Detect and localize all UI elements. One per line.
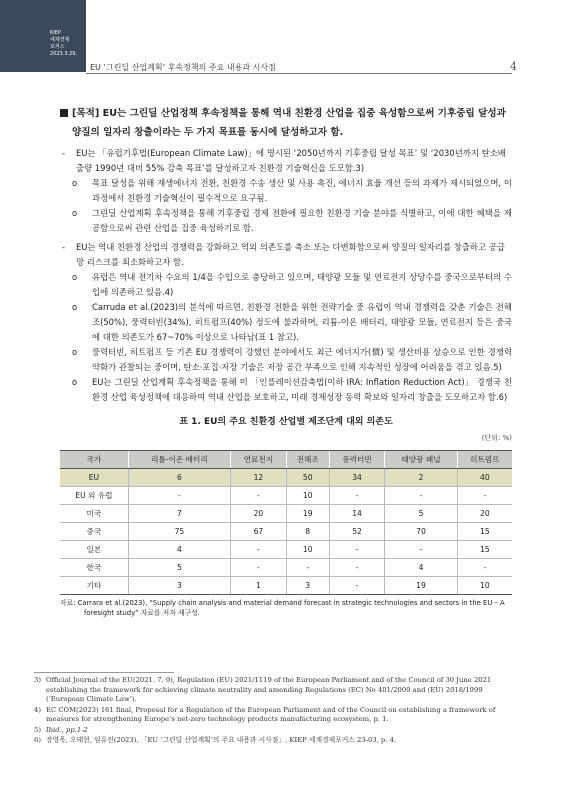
- table-cell: 10: [286, 541, 329, 559]
- table-cell: 8: [286, 523, 329, 541]
- table-row: [60, 523, 512, 541]
- section-heading: [60, 104, 512, 142]
- table-cell: 20: [457, 505, 512, 523]
- table-cell: -: [457, 559, 512, 577]
- brand-line: 세계경제: [50, 37, 70, 43]
- item-text: 목표 달성을 위해 재생에너지 전환, 친환경 수송 생산 및 사용 촉진, 에너지 효율 개선 등의 과제가 제시되었으며, 이 과정에서 친환경 기술혁신이 필수적으로 요구됨.: [92, 178, 512, 203]
- table-row: [60, 487, 512, 505]
- heading-line: 양질의 일자리 창출이라는 두 가지 목표를 동시에 달성하고자 함.: [72, 127, 344, 138]
- list-item: [60, 300, 512, 345]
- dependency-table: [60, 450, 512, 595]
- table-row: [60, 559, 512, 577]
- footnote-text: EC COM(2023) 161 final, Proposal for a Regulation of the European Parliament and of the Council on establishing a framework of measures for strengthening Europe’s net-zero technology products manufacturing ecosystem, p. 1.: [46, 705, 496, 723]
- footnote-number: 5): [34, 725, 41, 734]
- footnote-divider: [34, 672, 174, 673]
- table-row: [60, 505, 512, 523]
- table-cell: 3: [128, 577, 230, 595]
- column-header: 전해조: [286, 451, 329, 469]
- table-cell: 3: [286, 577, 329, 595]
- row-label-cell: 기타: [60, 577, 128, 595]
- paragraph-text: EU는 역내 친환경 산업의 경쟁력을 강화하고 역외 의존도를 축소 또는 다변화함으로써 양질의 일자리를 창출하고 공급망 리스크를 최소화하고자 함.: [76, 242, 505, 267]
- running-title: EU ‘그린딜 산업계획’ 후속정책의 주요 내용과 시사점: [90, 63, 276, 72]
- column-header: 히트펌프: [457, 451, 512, 469]
- footnote: [34, 676, 512, 705]
- header-brand-box: [0, 0, 86, 72]
- circle-bullet-icon: o: [72, 377, 78, 387]
- footnote: [34, 736, 512, 746]
- table-header-row: [60, 451, 512, 469]
- footnotes: [34, 676, 512, 747]
- table-cell: 10: [457, 577, 512, 595]
- table-cell: 20: [231, 505, 287, 523]
- table-cell: 7: [128, 505, 230, 523]
- table-cell: 70: [385, 523, 457, 541]
- row-label-cell: 중국: [60, 523, 128, 541]
- table-cell: 14: [329, 505, 385, 523]
- table-row: [60, 469, 512, 487]
- item-text: Carruda et al.(2023)의 분석에 따르면, 친환경 전환을 위한 전략기술 중 유럽이 역내 경쟁력을 갖춘 기술은 전해조(50%), 풍력터빈(34%), 히트펌프(40%) 정도에 불과하며, 리튬-이온 배터리, 태양광 모듈, 연료전지 등은 중국에 대한 의존도가 67~70% 이상으로 나타남(표 1 참고).: [92, 302, 512, 342]
- table-cell: -: [329, 577, 385, 595]
- table-cell: 75: [128, 523, 230, 541]
- table-title: 표 1. EU의 주요 친환경 산업별 제조단계 대외 의존도: [179, 417, 393, 427]
- row-label-cell: EU: [60, 469, 128, 487]
- table-cell: -: [385, 487, 457, 505]
- table-cell: 40: [457, 469, 512, 487]
- list-item: [60, 270, 512, 300]
- table-cell: -: [231, 559, 287, 577]
- item-text: 유럽은 역내 전기차 수요의 1/4을 수입으로 충당하고 있으며, 태양광 모듈 및 연료전지 상당수를 중국으로부터의 수입에 의존하고 있음.4): [92, 272, 512, 297]
- row-label-cell: 일본: [60, 541, 128, 559]
- header-divider: [86, 73, 512, 74]
- brand-line: 2023.3.29.: [50, 51, 78, 57]
- paragraph-text: EU는 「유럽기후법(European Climate Law)」에 명시된 ‘2050년까지 기후중립 달성 목표’ 및 ‘2030년까지 탄소배출량 1990년 대비 55% 감축 목표’를 달성하고자 친환경 기술혁신을 도모함.3): [76, 148, 506, 173]
- dash-paragraph: [60, 146, 512, 176]
- circle-bullet-icon: o: [72, 302, 78, 312]
- column-header: 리튬-이온 배터리: [128, 451, 230, 469]
- table-cell: -: [286, 559, 329, 577]
- heading-line: [목적] EU는 그린딜 산업정책 후속정책을 통해 역내 친환경 산업을 집중 육성함으로써 기후중립 달성과: [72, 108, 506, 119]
- table-cell: -: [128, 487, 230, 505]
- footnote-number: 4): [34, 705, 41, 714]
- table-cell: 52: [329, 523, 385, 541]
- circle-bullet-icon: o: [72, 208, 78, 218]
- table-cell: 15: [457, 523, 512, 541]
- row-label-cell: 한국: [60, 559, 128, 577]
- list-item: [60, 345, 512, 375]
- item-text: EU는 그린딜 산업계획 후속정책을 통해 미 「인플레이션감축법(이하 IRA: Inflation Reduction Act)」 경쟁국 친환경 산업 육성정책에 대응하여 역내 산업을 보호하고, 미래 경제성장 동력 확보와 일자리 창출을 도모하고자 함.6): [92, 377, 512, 402]
- circle-bullet-icon: o: [72, 347, 78, 357]
- column-header: 국가: [60, 451, 128, 469]
- footnote: [34, 726, 512, 736]
- dash-paragraph: [60, 240, 512, 270]
- page-number: 4: [510, 60, 517, 73]
- table-cell: 12: [231, 469, 287, 487]
- table-unit: (단위: %): [481, 434, 512, 442]
- footnote: [34, 706, 512, 725]
- footnote-text: Ibid., pp.1-2: [46, 725, 88, 734]
- table-cell: 19: [286, 505, 329, 523]
- table-cell: -: [329, 559, 385, 577]
- dash-marker: -: [62, 242, 66, 252]
- table-cell: -: [329, 541, 385, 559]
- table-cell: -: [385, 541, 457, 559]
- item-text: 그린딜 산업계획 후속정책을 통해 기후중립 경제 전환에 필요한 친환경 기술 분야를 식별하고, 이에 대한 혜택을 제공함으로써 관련 산업을 집중 육성하기로 함.: [92, 208, 512, 233]
- table-cell: 5: [128, 559, 230, 577]
- table-cell: -: [231, 541, 287, 559]
- table-cell: 1: [231, 577, 287, 595]
- table-cell: 19: [385, 577, 457, 595]
- table-source: 자료: Carrara et al.(2023), “Supply chain analysis and material demand forecast in strategic technologies and sectors in the EU – A foresight study” 자료를 저자 재구성.: [60, 599, 505, 617]
- list-item: [60, 206, 512, 236]
- footnote-text: 장영욱, 오태현, 임유진(2023), 「EU ‘그린딜 산업계획’의 주요 내용과 시사점」, KIEP 세계경제포커스 23-03, p. 4.: [46, 736, 397, 744]
- column-header: 연료전지: [231, 451, 287, 469]
- row-label-cell: 미국: [60, 505, 128, 523]
- column-header: 풍력터빈: [329, 451, 385, 469]
- dash-marker: -: [62, 148, 66, 158]
- table-row: [60, 541, 512, 559]
- table-cell: 67: [231, 523, 287, 541]
- main-content: [60, 104, 512, 618]
- table-cell: 4: [385, 559, 457, 577]
- table-cell: 15: [457, 541, 512, 559]
- column-header: 태양광 패널: [385, 451, 457, 469]
- table-cell: 6: [128, 469, 230, 487]
- table-cell: 34: [329, 469, 385, 487]
- circle-bullet-icon: o: [72, 178, 78, 188]
- table-cell: 50: [286, 469, 329, 487]
- brand-line: KIEP: [50, 30, 61, 36]
- item-text: 풍력터빈, 히트펌프 등 기존 EU 경쟁력이 강했던 분야에서도 최근 에너지가(價) 및 생산비용 상승으로 인한 경쟁력 약화가 관찰되는 중이며, 탄소·포집·저장 기술은 저장 공간 부족으로 인해 지속적인 성장에 어려움을 겪고 있음.5): [92, 347, 512, 372]
- row-label-cell: EU 외 유럽: [60, 487, 128, 505]
- brand-line: 포커스: [50, 44, 65, 50]
- table-cell: 4: [128, 541, 230, 559]
- square-bullet-icon: [60, 109, 68, 117]
- circle-bullet-icon: o: [72, 272, 78, 282]
- footnote-number: 3): [34, 676, 41, 684]
- table-cell: 10: [286, 487, 329, 505]
- table-cell: -: [457, 487, 512, 505]
- table-cell: -: [329, 487, 385, 505]
- list-item: [60, 375, 512, 405]
- table-cell: 5: [385, 505, 457, 523]
- table-cell: 2: [385, 469, 457, 487]
- footnote-number: 6): [34, 736, 41, 744]
- table-row: [60, 577, 512, 595]
- list-item: [60, 176, 512, 206]
- footnote-text: Official Journal of the EU(2021. 7. 9), Regulation (EU) 2021/1119 of the European Parliament and of the Council of 30 June 2021 establishing the framework for achieving climate neutrality and amending Regulations (EC) No 401/2009 and (EU) 2018/1999 (‘European Climate Law’).: [46, 676, 492, 703]
- table-cell: -: [231, 487, 287, 505]
